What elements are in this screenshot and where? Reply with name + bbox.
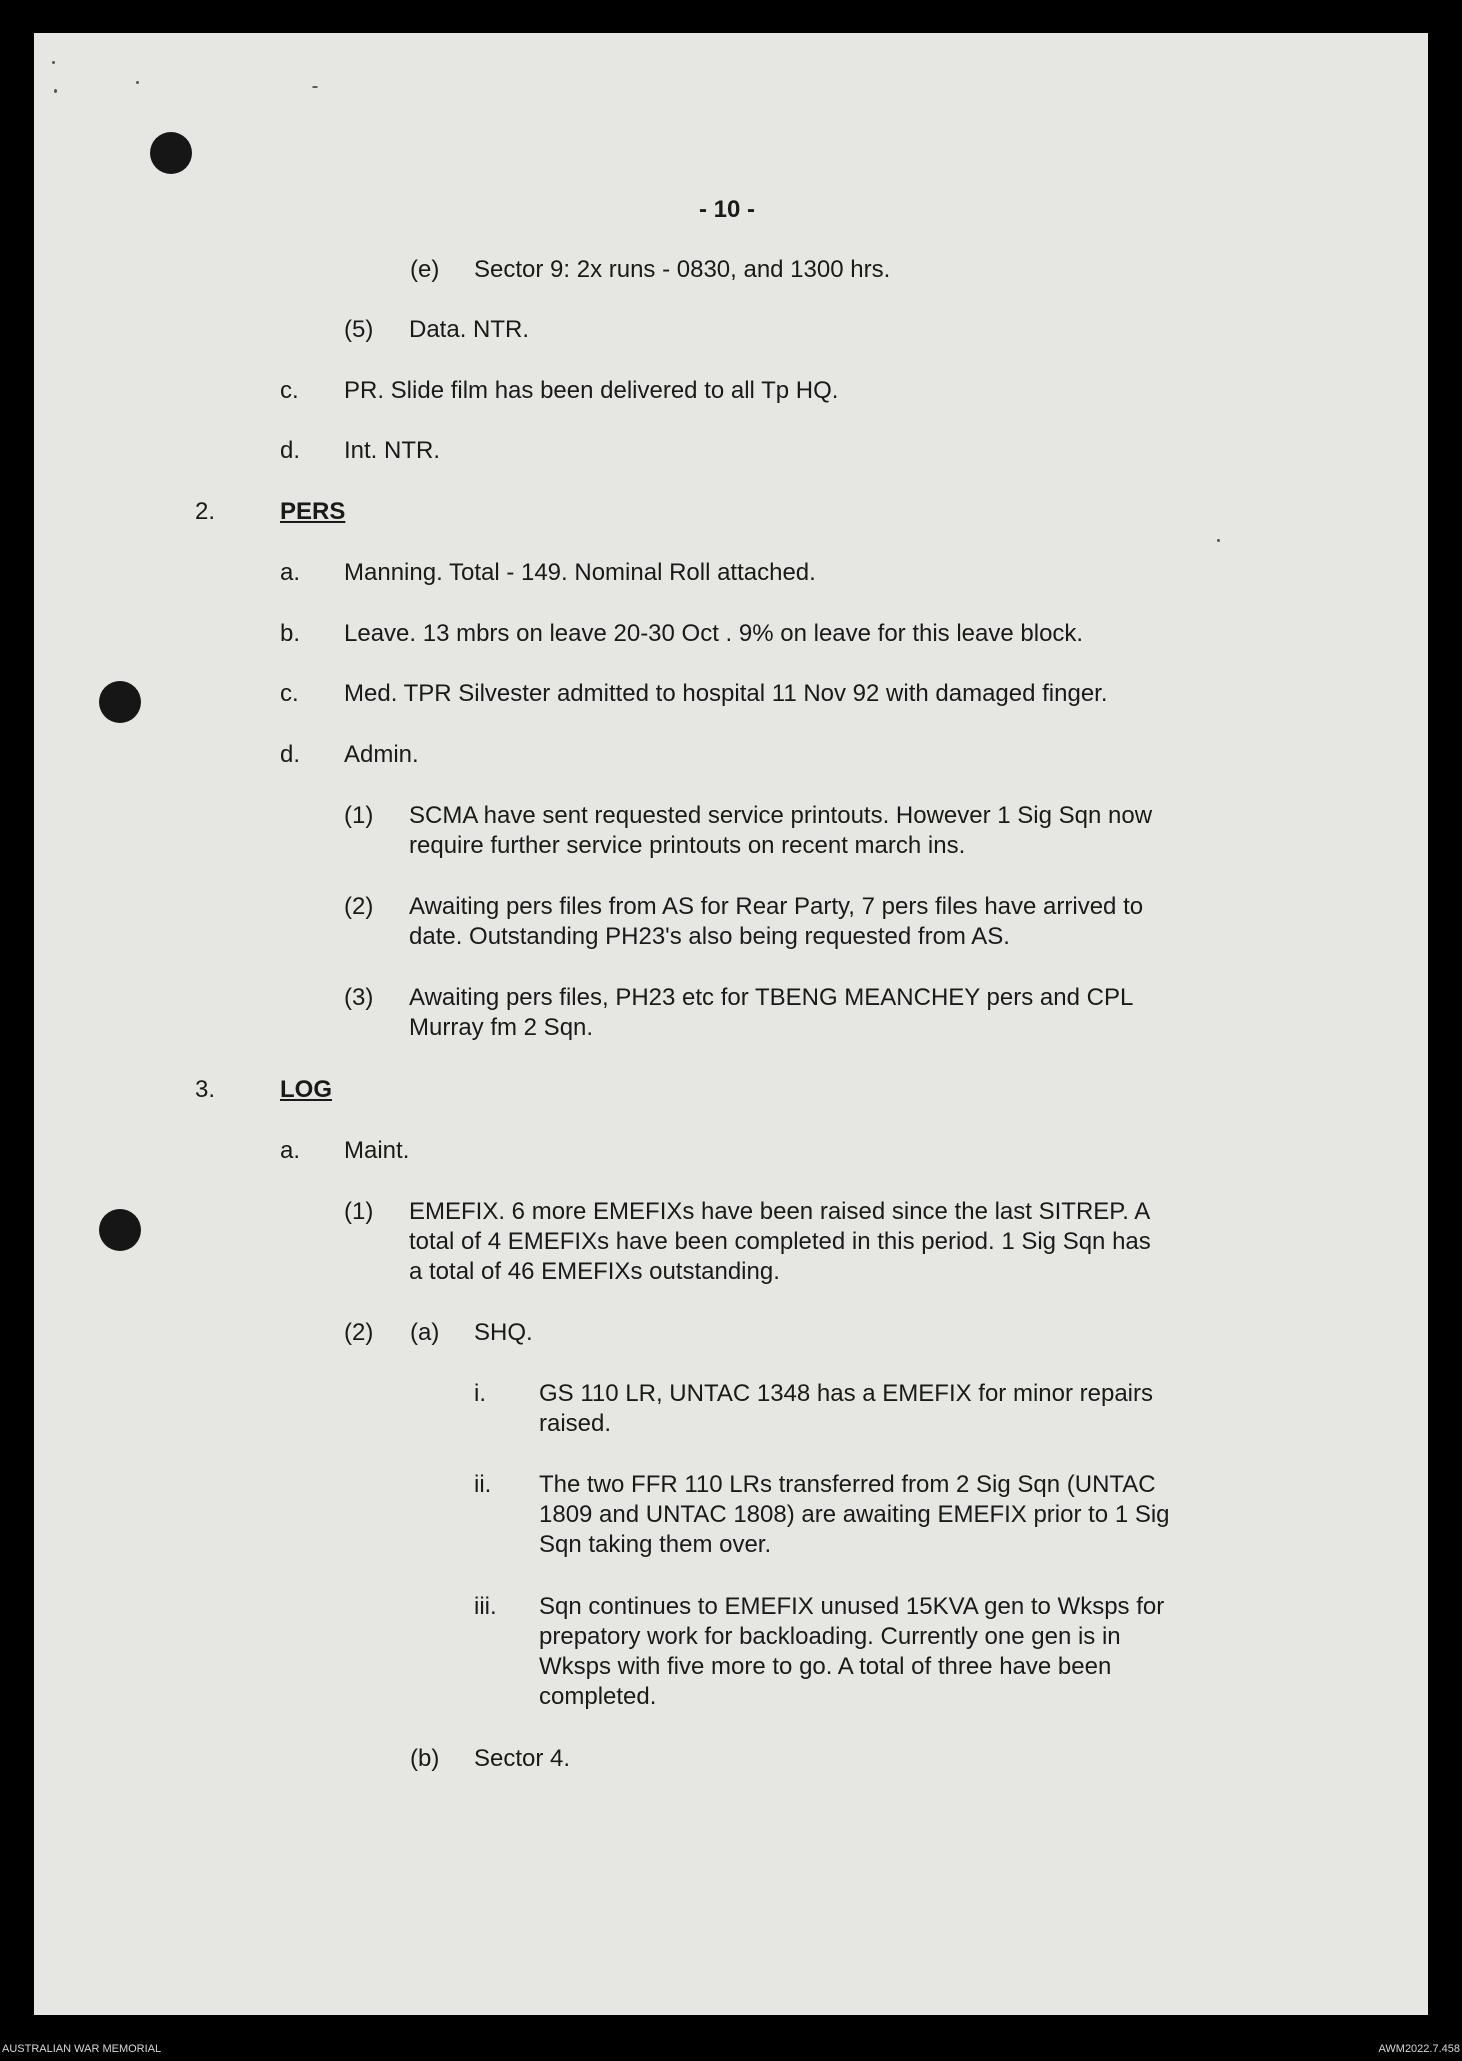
punch-hole-middle: [99, 681, 141, 723]
item-text: Sector 9: 2x runs - 0830, and 1300 hrs.: [474, 256, 891, 283]
item-label: c.: [280, 377, 299, 404]
section-number: 3.: [195, 1076, 216, 1103]
item-text-line: raised.: [539, 1410, 612, 1437]
item-sublabel: (a): [410, 1319, 440, 1346]
item-label: (3): [344, 984, 374, 1011]
item-label: (2): [344, 893, 374, 920]
item-label: ii.: [474, 1471, 492, 1498]
page-number: - 10 -: [699, 196, 756, 223]
item-text: Maint.: [344, 1137, 410, 1164]
item-label: (1): [344, 802, 374, 829]
item-label: b.: [280, 620, 301, 647]
item-label: d.: [280, 741, 301, 768]
item-label: iii.: [474, 1593, 497, 1620]
item-text-line: Awaiting pers files from AS for Rear Party, 7 pers files have arrived to: [409, 893, 1144, 920]
item-text-line: Sqn taking them over.: [539, 1531, 772, 1558]
punch-hole-top: [150, 132, 192, 174]
speck: [312, 86, 318, 88]
item-text-line: Wksps with five more to go. A total of three have been: [539, 1653, 1112, 1680]
item-text: Admin.: [344, 741, 419, 768]
item-text-line: require further service printouts on recent march ins.: [409, 832, 966, 859]
speck: [52, 61, 55, 64]
item-text-line: a total of 46 EMEFIXs outstanding.: [409, 1258, 780, 1285]
item-text: Sector 4.: [474, 1745, 571, 1772]
item-label: (5): [344, 316, 374, 343]
item-label: (1): [344, 1198, 374, 1225]
item-text: Manning. Total - 149. Nominal Roll attached.: [344, 559, 816, 586]
item-label: d.: [280, 437, 301, 464]
item-text: SHQ.: [474, 1319, 533, 1346]
item-label: (e): [410, 256, 440, 283]
section-number: 2.: [195, 498, 216, 525]
item-text: Data. NTR.: [409, 316, 530, 343]
item-label: i.: [474, 1380, 486, 1407]
item-text: Int. NTR.: [344, 437, 441, 464]
item-text-line: 1809 and UNTAC 1808) are awaiting EMEFIX prior to 1 Sig: [539, 1501, 1170, 1528]
punch-hole-bottom: [99, 1209, 141, 1251]
item-text-line: date. Outstanding PH23's also being requested from AS.: [409, 923, 1010, 950]
speck: [136, 81, 139, 84]
speck: [1217, 539, 1220, 542]
item-label: a.: [280, 1137, 301, 1164]
item-text-line: prepatory work for backloading. Currently one gen is in: [539, 1623, 1121, 1650]
item-text-line: Murray fm 2 Sqn.: [409, 1014, 594, 1041]
item-text-line: GS 110 LR, UNTAC 1348 has a EMEFIX for minor repairs: [539, 1380, 1154, 1407]
item-text-line: EMEFIX. 6 more EMEFIXs have been raised since the last SITREP. A: [409, 1198, 1151, 1225]
item-label: (2): [344, 1319, 374, 1346]
item-text-line: SCMA have sent requested service printouts. However 1 Sig Sqn now: [409, 802, 1153, 829]
document-page: [34, 33, 1428, 2015]
item-text: PR. Slide film has been delivered to all Tp HQ.: [344, 377, 839, 404]
footer-right: AWM2022.7.458: [1378, 2043, 1460, 2055]
item-label: (b): [410, 1745, 440, 1772]
item-text: Med. TPR Silvester admitted to hospital 11 Nov 92 with damaged finger.: [344, 680, 1108, 707]
item-text-line: total of 4 EMEFIXs have been completed in this period. 1 Sig Sqn has: [409, 1228, 1151, 1255]
item-text: Leave. 13 mbrs on leave 20-30 Oct . 9% on leave for this leave block.: [344, 620, 1084, 647]
item-label: c.: [280, 680, 299, 707]
item-text-line: Awaiting pers files, PH23 etc for TBENG MEANCHEY pers and CPL: [409, 984, 1134, 1011]
item-text-line: Sqn continues to EMEFIX unused 15KVA gen to Wksps for: [539, 1593, 1165, 1620]
item-text-line: The two FFR 110 LRs transferred from 2 Sig Sqn (UNTAC: [539, 1471, 1156, 1498]
section-heading-pers: PERS: [280, 498, 346, 525]
item-label: a.: [280, 559, 301, 586]
item-text-line: completed.: [539, 1683, 657, 1710]
section-heading-log: LOG: [280, 1076, 332, 1103]
speck: [54, 89, 57, 93]
footer-left: AUSTRALIAN WAR MEMORIAL: [2, 2043, 162, 2055]
